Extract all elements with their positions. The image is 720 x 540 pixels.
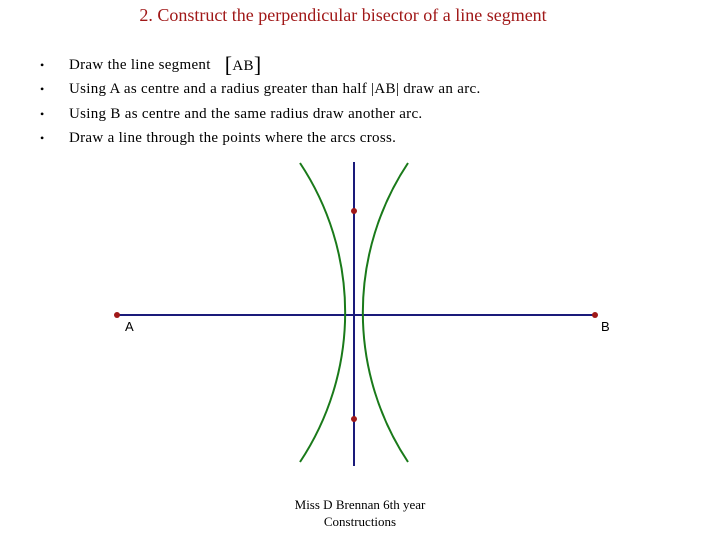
step-text: Using A as centre and a radius greater than half |AB| draw an arc. xyxy=(69,81,481,98)
bullet-icon: • xyxy=(40,130,45,145)
footer-author: Miss D Brennan 6th year xyxy=(294,497,426,512)
segment-notation: [AB] xyxy=(224,52,262,77)
step-text: Draw the line segment xyxy=(69,57,211,74)
point-a-marker xyxy=(114,312,120,318)
page-title: 2. Construct the perpendicular bisector of a line segment xyxy=(139,5,547,25)
point-a-label: A xyxy=(125,319,134,334)
point-b-marker xyxy=(592,312,598,318)
arc-from-a xyxy=(300,163,345,462)
bullet-icon: • xyxy=(40,106,45,121)
point-b-label: B xyxy=(601,319,610,334)
footer xyxy=(240,496,480,530)
segment-notation-text: AB xyxy=(232,58,254,74)
step-text: Draw a line through the points where the arcs cross. xyxy=(69,129,397,146)
footer-subject: Constructions xyxy=(323,514,397,529)
lower-intersection-marker xyxy=(351,416,357,422)
arc-from-b xyxy=(363,163,408,462)
bullet-icon: • xyxy=(40,58,45,72)
step-text: Using B as centre and the same radius draw another arc. xyxy=(69,105,423,122)
upper-intersection-marker xyxy=(351,208,357,214)
bullet-icon: • xyxy=(40,82,45,97)
